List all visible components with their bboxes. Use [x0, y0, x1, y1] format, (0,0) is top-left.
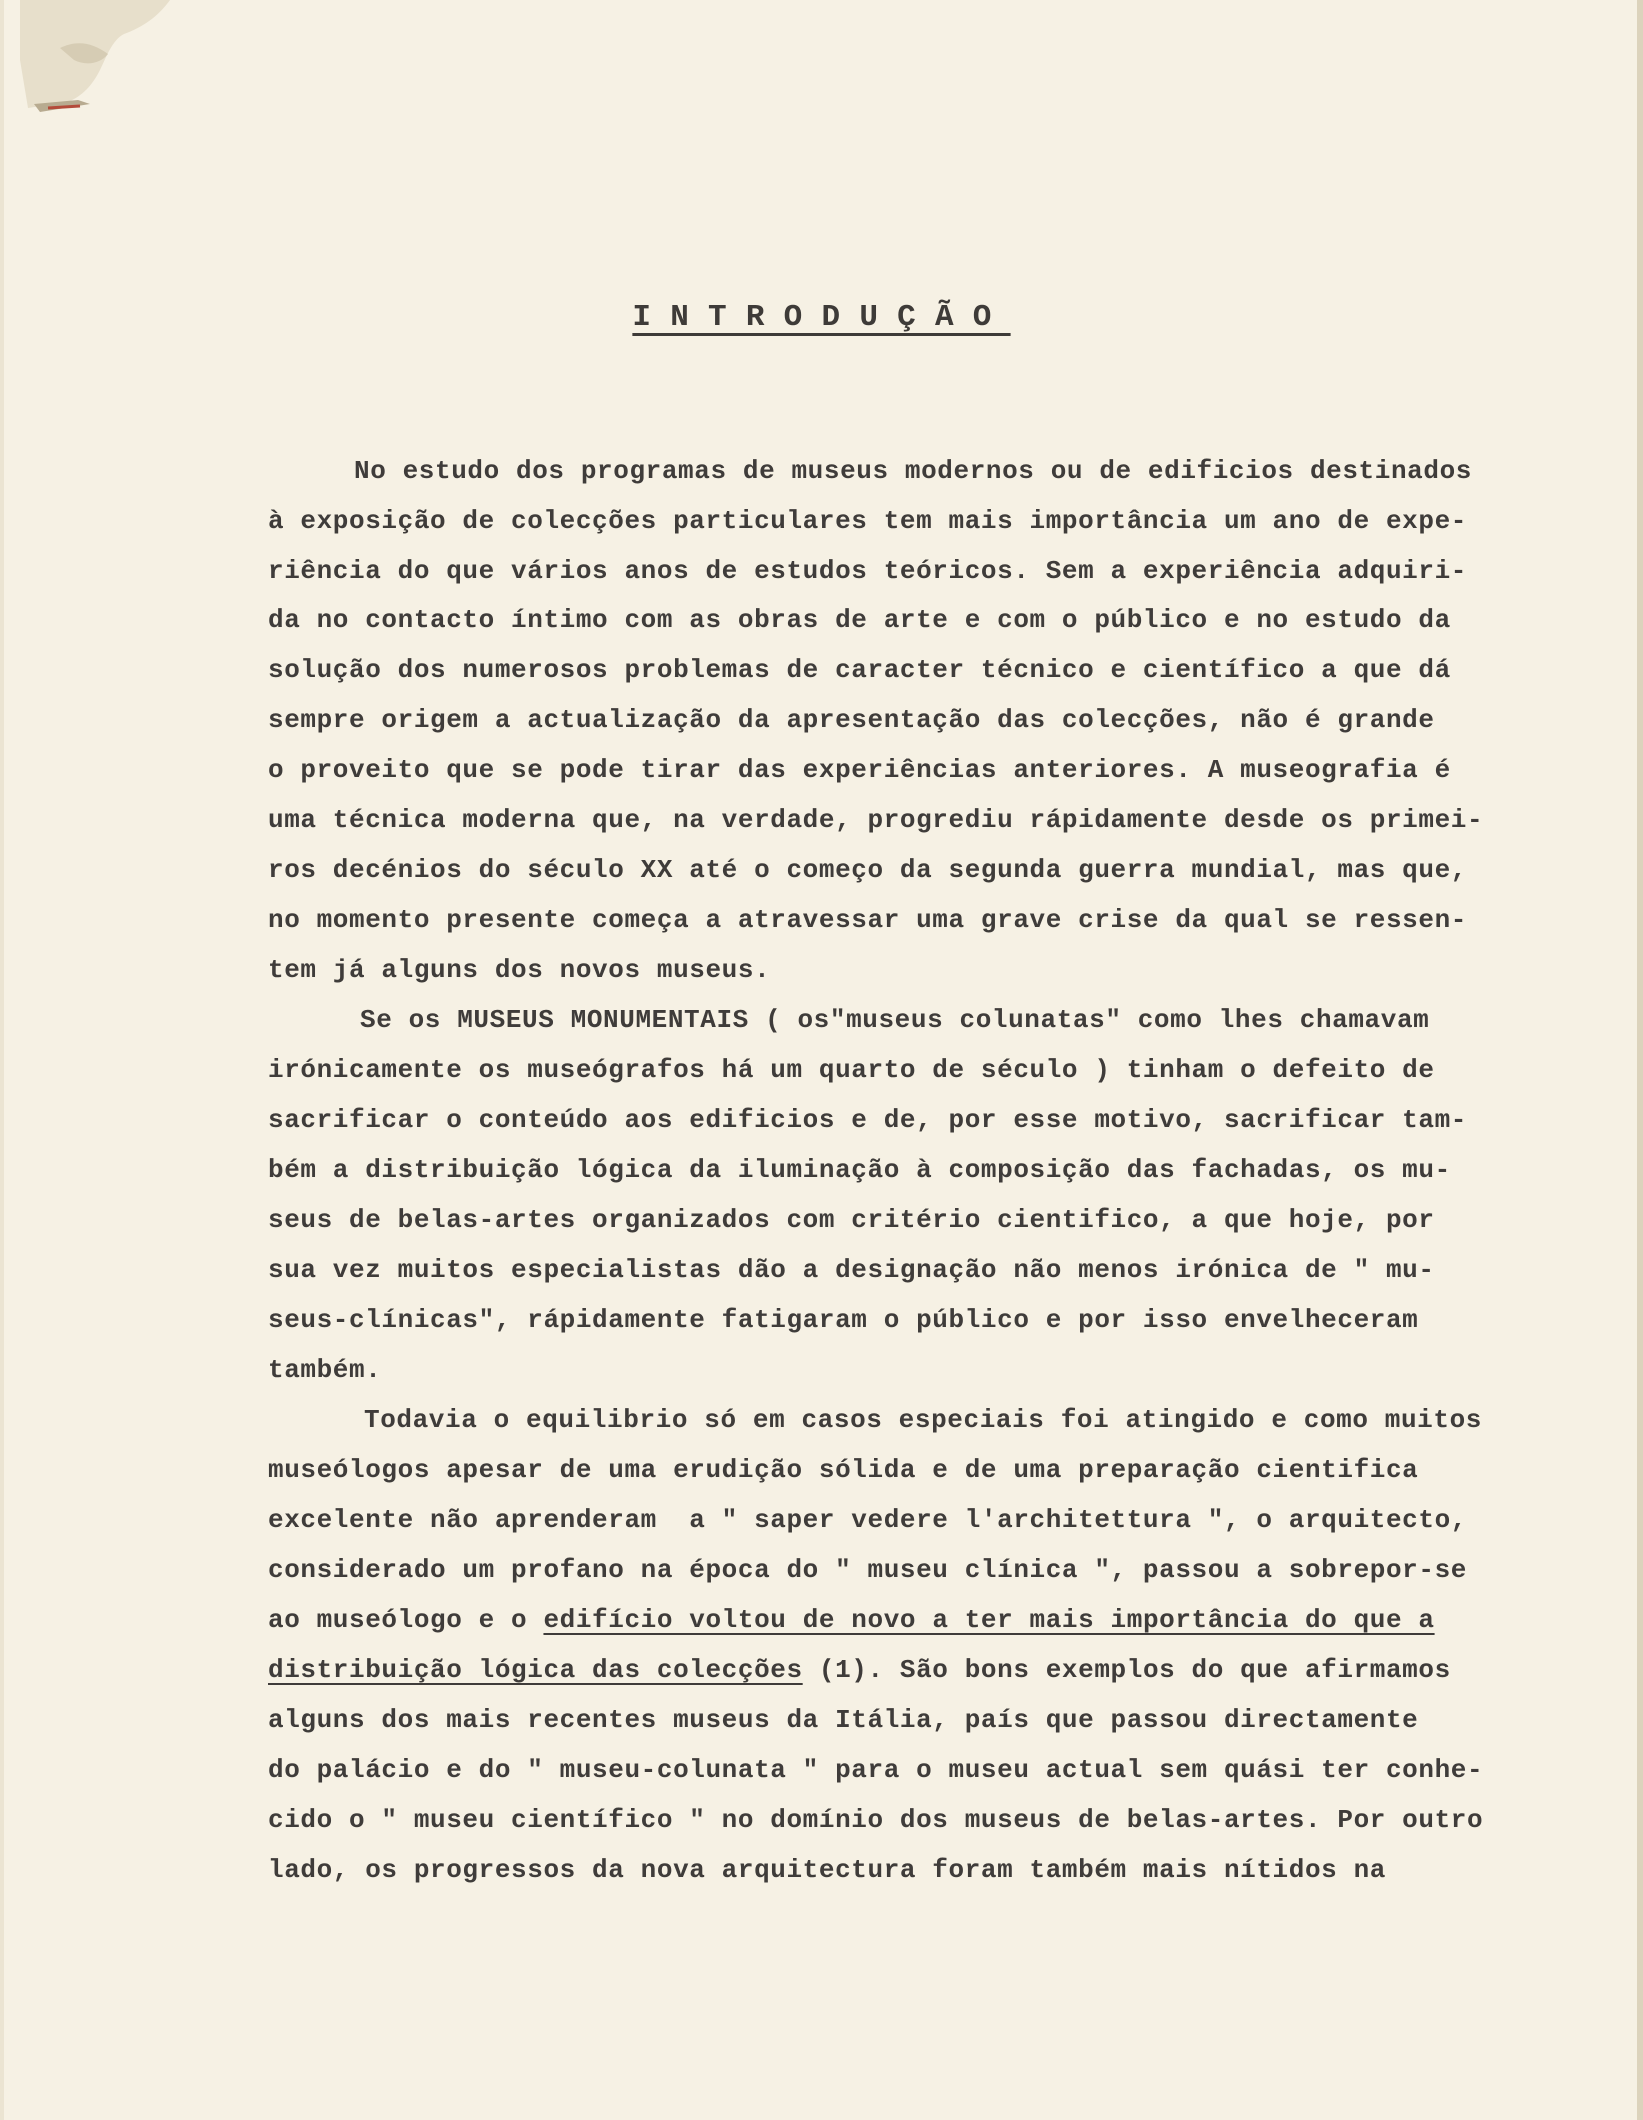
text-line: sacrificar o conteúdo aos edificios e de, por esse motivo, sacrificar tam- [268, 1105, 1467, 1135]
underlined-phrase: edifício voltou de novo a ter mais importância do que a [543, 1605, 1435, 1635]
text-line: excelente não aprenderam a " saper vedere l'architettura ", o arquitecto, [268, 1505, 1467, 1535]
text-line: riência do que vários anos de estudos teóricos. Sem a experiência adquiri- [268, 556, 1467, 586]
text-line: alguns dos mais recentes museus da Itália, país que passou directamente [268, 1705, 1419, 1735]
text-line: No estudo dos programas de museus modernos ou de edificios destinados [354, 456, 1472, 486]
text-run: (1). São bons exemplos do que afirmamos [802, 1655, 1451, 1685]
text-line: ros decénios do século XX até o começo da segunda guerra mundial, mas que, [268, 855, 1467, 885]
text-line: solução dos numerosos problemas de caracter técnico e científico a que dá [268, 655, 1451, 685]
text-line: uma técnica moderna que, na verdade, progrediu rápidamente desde os primei- [268, 805, 1484, 835]
text-line: irónicamente os museógrafos há um quarto de século ) tinham o defeito de [268, 1055, 1435, 1085]
text-line: tem já alguns dos novos museus. [268, 955, 771, 985]
text-line: do palácio e do " museu-colunata " para o museu actual sem quási ter conhe- [268, 1755, 1484, 1785]
underlined-phrase: distribuição lógica das colecções [268, 1655, 803, 1685]
text-line: lado, os progressos da nova arquitectura foram também mais nítidos na [268, 1855, 1386, 1885]
text-run: ao museólogo e o [268, 1605, 544, 1635]
text-line: sempre origem a actualização da apresentação das colecções, não é grande [268, 705, 1435, 735]
text-line: considerado um profano na época do " museu clínica ", passou a sobrepor-se [268, 1555, 1467, 1585]
text-line: seus de belas-artes organizados com critério cientifico, a que hoje, por [268, 1205, 1435, 1235]
text-line: também. [268, 1355, 382, 1385]
text-line: o proveito que se pode tirar das experiências anteriores. A museografia é [268, 755, 1451, 785]
text-line: museólogos apesar de uma erudição sólida e de uma preparação cientifica [268, 1455, 1419, 1485]
text-line: no momento presente começa a atravessar uma grave crise da qual se ressen- [268, 905, 1467, 935]
torn-paper-corner [20, 0, 170, 120]
text-line: Todavia o equilibrio só em casos especiais foi atingido e como muitos [364, 1405, 1482, 1435]
text-line [268, 1655, 1451, 1685]
text-line [268, 1605, 1435, 1635]
text-line: seus-clínicas", rápidamente fatigaram o público e por isso envelheceram [268, 1305, 1419, 1335]
text-line: cido o " museu científico " no domínio dos museus de belas-artes. Por outro [268, 1805, 1484, 1835]
document-title: INTRODUÇÃO [632, 300, 1011, 335]
text-line: da no contacto íntimo com as obras de arte e com o público e no estudo da [268, 605, 1451, 635]
text-line: bém a distribuição lógica da iluminação à composição das fachadas, os mu- [268, 1155, 1451, 1185]
text-line: sua vez muitos especialistas dão a designação não menos irónica de " mu- [268, 1255, 1435, 1285]
text-line: à exposição de colecções particulares tem mais importância um ano de expe- [268, 506, 1467, 536]
text-line: Se os MUSEUS MONUMENTAIS ( os"museus colunatas" como lhes chamavam [360, 1005, 1430, 1035]
